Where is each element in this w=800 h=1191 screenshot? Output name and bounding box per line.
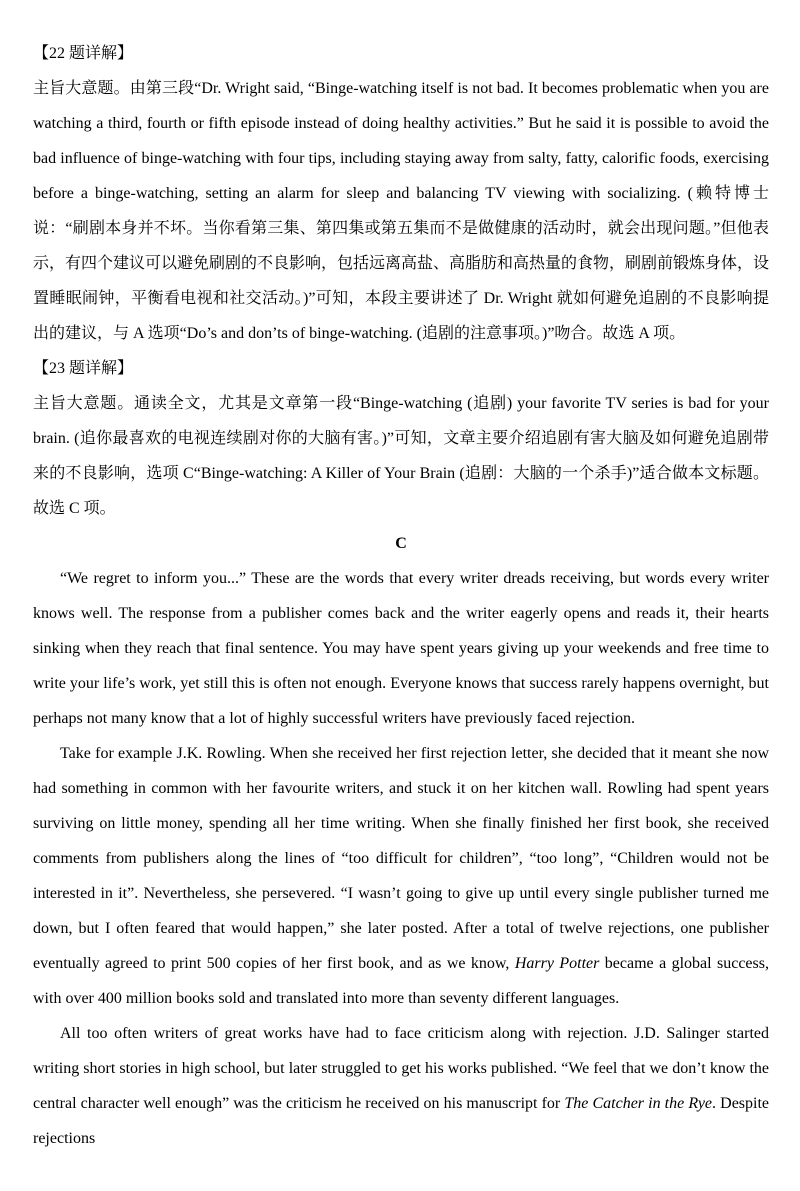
q23-explanation-heading: 【23 题详解】 xyxy=(33,360,134,377)
passage-paragraph-1: “We regret to inform you...” These are the words that every writer dreads receiving, but words every writer knows well. The response from a publisher comes back and the writer eagerly opens and reads it, their hearts sinking when they reach that final sentence. You may have spent years giving up your weekends and free time to write your life’s work, yet still this is often not enough. Everyone knows that success rarely happens overnight, but perhaps not many know that a lot of highly successful writers have previously faced rejection. xyxy=(33,570,769,727)
passage-paragraph-2 xyxy=(33,736,769,1016)
q22-explanation-heading: 【22 题详解】 xyxy=(33,45,134,62)
q22-explanation-body: 主旨大意题。由第三段“Dr. Wright said, “Binge-watching itself is not bad. It becomes problematic when you are watching a third, fourth or fifth episode instead of doing healthy activities.” But he said it is possible to avoid the bad influence of binge-watching with four tips, including staying away from salty, fatty, calorific foods, exercising before a binge-watching, setting an alarm for sleep and balancing TV viewing with socializing. (赖特博士说：“刷剧本身并不坏。当你看第三集、第四集或第五集而不是做健康的活动时，就会出现问题。”但他表示，有四个建议可以避免刷剧的不良影响，包括远离高盐、高脂肪和高热量的食物，刷剧前锻炼身体，设置睡眠闹钟，平衡看电视和社交活动。)”可知，本段主要讲述了 Dr. Wright 就如何避免追剧的不良影响提出的建议，与 A 选项“Do’s and don’ts of binge-watching. (追剧的注意事项。)”吻合。故选 A 项。 xyxy=(33,80,770,342)
paragraph-3-text-before-title: All too often writers of great works have had to face criticism along with rejection. J.D. Salinger started writing short stories in high school, but later struggled to get his works published. “We feel that we don’t know the central character well enough” was the criticism he received on his manuscript for xyxy=(33,1025,769,1112)
passage-section-label: C xyxy=(395,535,407,552)
passage-paragraph-3 xyxy=(33,1016,769,1156)
book-title-harry-potter: Harry Potter xyxy=(514,955,600,972)
paragraph-3-text-after-title: . Despite rejections xyxy=(33,1095,770,1147)
q23-explanation-body: 主旨大意题。通读全文，尤其是文章第一段“Binge-watching (追剧) your favorite TV series is bad for your brain. (追你最喜欢的电视连续剧对你的大脑有害。)”可知，文章主要介绍追剧有害大脑及如何避免追剧带来的不良影响，选项 C“Binge-watching: A Killer of Your Brain (追剧：大脑的一个杀手)”适合做本文标题。故选 C 项。 xyxy=(33,395,769,517)
paragraph-2-text-after-title: became a global success, with over 400 million books sold and translated into more than seventy different languages. xyxy=(33,955,769,1007)
paragraph-2-text-before-title: Take for example J.K. Rowling. When she received her first rejection letter, she decided that it meant she now had something in common with her favourite writers, and stuck it on her kitchen wall. Rowling had spent years surviving on little money, spending all her time writing. When she finally finished her first book, she received comments from publishers along the lines of “too difficult for children”, “too long”, “Children would not be interested in it”. Nevertheless, she persevered. “I wasn’t going to give up until every single publisher turned me down, but I often feared that would happen,” she later posted. After a total of twelve rejections, one publisher eventually agreed to print 500 copies of her first book, and as we know, xyxy=(33,745,769,972)
book-title-catcher-in-the-rye: The Catcher in the Rye xyxy=(564,1095,713,1112)
